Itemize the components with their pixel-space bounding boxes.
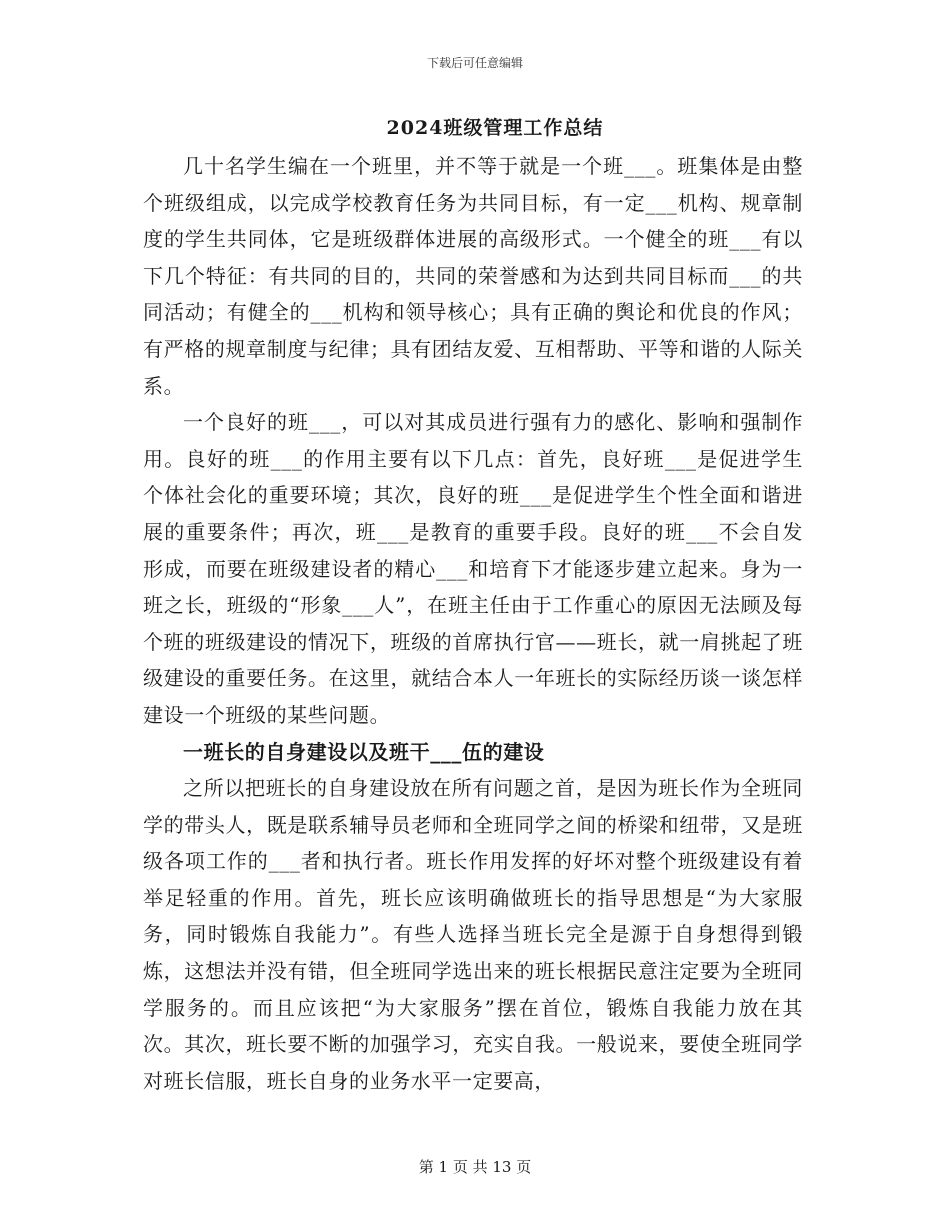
document-body	[143, 148, 803, 1099]
page-header-note: 下载后可任意编辑	[426, 56, 523, 70]
section-heading: 一班长的自身建设以及班干___伍的建设	[183, 739, 545, 764]
page-number: 第 1 页 共 13 页	[418, 1158, 532, 1176]
paragraph-monitor-self-building: 之所以把班长的自身建设放在所有问题之首，是因为班长作为全班同学的带头人，既是联系辅导员老师和全班同学之间的桥梁和纽带，又是班级各项工作的___者和执行者。班长作用发挥的好坏对整个班级建设有着举足轻重的作用。首先，班长应该明确做班长的指导思想是“为大家服务，同时锻炼自我能力”。有些人选择当班长完全是源于自身想得到锻炼，这想法并没有错，但全班同学选出来的班长根据民意注定要为全班同学服务的。而且应该把“为大家服务”摆在首位，锻炼自我能力放在其次。其次，班长要不断的加强学习，充实自我。一般说来，要使全班同学对班长信服，班长自身的业务水平一定要高，	[143, 776, 803, 1093]
paragraph-class-role: 一个良好的班___，可以对其成员进行强有力的感化、影响和强制作用。良好的班___的作用主要有以下几点：首先，良好班___是促进学生个体社会化的重要环境；其次，良好的班___是促进学生个性全面和谐进展的重要条件；再次，班___是教育的重要手段。良好的班___不会自发形成，而要在班级建设者的精心___和培育下才能逐步建立起来。身为一班之长，班级的“形象___人”，在班主任由于工作重心的原因无法顾及每个班的班级建设的情况下，班级的首席执行官——班长，就一肩挑起了班级建设的重要任务。在这里，就结合本人一年班长的实际经历谈一谈怎样建设一个班级的某些问题。	[143, 410, 803, 727]
paragraph-intro: 几十名学生编在一个班里，并不等于就是一个班___。班集体是由整个班级组成，以完成学校教育任务为共同目标，有一定___机构、规章制度的学生共同体，它是班级群体进展的高级形式。一个健全的班___有以下几个特征：有共同的目的，共同的荣誉感和为达到共同目标而___的共同活动；有健全的___机构和领导核心；具有正确的舆论和优良的作风；有严格的规章制度与纪律；具有团结友爱、互相帮助、平等和谐的人际关系。	[143, 154, 803, 398]
document-title: 2024班级管理工作总结	[386, 117, 604, 139]
